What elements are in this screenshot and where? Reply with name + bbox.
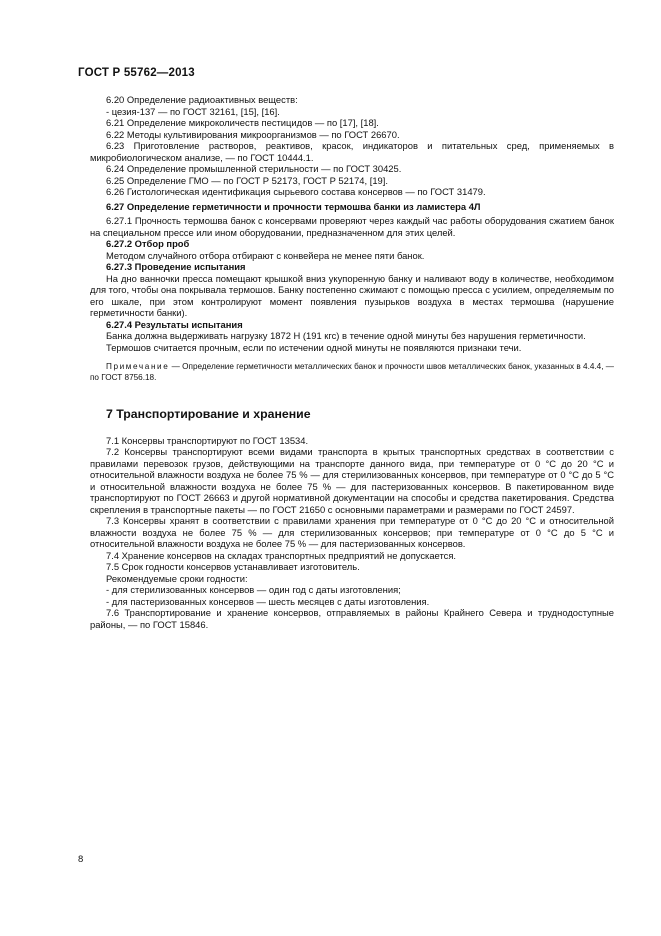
note bbox=[90, 361, 614, 383]
paragraph-6-20-item: - цезия-137 — по ГОСТ 32161, [15], [16]. bbox=[106, 105, 280, 117]
heading-6-27-4: 6.27.4 Результаты испытания bbox=[106, 318, 243, 330]
paragraph-7-4: 7.4 Хранение консервов на складах транспортных предприятий не допускается. bbox=[106, 549, 457, 561]
section-7-title: 7 Транспортирование и хранение bbox=[106, 407, 311, 421]
paragraph-6-27-2: Методом случайного отбора отбирают с конвейера не менее пяти банок. bbox=[106, 249, 425, 261]
paragraph-6-23: 6.23 Приготовление растворов, реактивов, красок, индикаторов и питательных сред, применяемых в микробиологическом анализе, — по ГОСТ 10444.1. bbox=[90, 140, 614, 163]
paragraph-6-24: 6.24 Определение промышленной стерильности — по ГОСТ 30425. bbox=[106, 163, 402, 174]
paragraph-7-5-a: Рекомендуемые сроки годности: bbox=[106, 572, 248, 584]
paragraph-7-2: 7.2 Консервы транспортируют всеми видами транспорта в крытых транспортных средствах в соответствии с правилами перевозок грузов, действующими на транспорте данного вида, при температуре от 0 °С до 20 °С и относительной влажности воздуха не более 75 % — для стерилизованных консервов, при температуре от 0 °С до 5 °С и относительной влажности воздуха не более 75 % — для пастеризованных консервов. В пакетированном виде транспортируют по ГОСТ 26663 и другой нормативной документации на способы и средства пакетирования. Средства скрепления в транспортные пакеты — по ГОСТ 21650 с основными параметрами и размерами по ГОСТ 24597. bbox=[90, 446, 614, 515]
document-header: ГОСТ Р 55762—2013 bbox=[78, 67, 195, 79]
paragraph-6-25: 6.25 Определение ГМО — по ГОСТ Р 52173, ГОСТ Р 52174, [19]. bbox=[106, 174, 388, 186]
note-label: Примечание bbox=[106, 362, 170, 371]
paragraph-6-21: 6.21 Определение микроколичеств пестицидов — по [17], [18]. bbox=[106, 117, 379, 128]
paragraph-7-3: 7.3 Консервы хранят в соответствии с правилами хранения при температуре от 0 °С до 20 °С и относительной влажности воздуха не более 75 % — для стерилизованных консервов; при температуре от 0 °С до 5 °С и относительной влажности воздуха не более 75 % — для пастеризованных консервов. bbox=[90, 515, 614, 549]
paragraph-7-5-b: - для стерилизованных консервов — один год с даты изготовления; bbox=[106, 584, 401, 595]
paragraph-6-22: 6.22 Методы культивирования микроорганизмов — по ГОСТ 26670. bbox=[106, 128, 400, 140]
paragraph-6-27-1: 6.27.1 Прочность термошва банок с консервами проверяют через каждый час работы оборудования сжатием банок на специальном прессе или ином оборудовании, предназначенном для этих целей. bbox=[90, 215, 614, 238]
paragraph-6-26: 6.26 Гистологическая идентификация сырьевого состава консервов — по ГОСТ 31479. bbox=[106, 186, 486, 197]
heading-6-27: 6.27 Определение герметичности и прочности термошва банки из ламистера 4Л bbox=[106, 200, 481, 212]
heading-6-27-2: 6.27.2 Отбор проб bbox=[106, 238, 190, 249]
paragraph-6-27-4-b: Термошов считается прочным, если по истечении одной минуты не появляются признаки течи. bbox=[106, 341, 522, 353]
paragraph-7-5-c: - для пастеризованных консервов — шесть месяцев с даты изготовления. bbox=[106, 595, 430, 607]
note-text: — Определение герметичности металлических банок и прочности швов металлических банок, указанных в 4.4.4, — по ГОСТ 8756.18. bbox=[90, 362, 614, 382]
document-body bbox=[90, 94, 614, 630]
paragraph-6-27-3: На дно ванночки пресса помещают крышкой вниз укупоренную банку и наливают воду в количестве, необходимом для того, чтобы она покрывала термошов. Банку постепенно сжимают с помощью пресса с усилием, определяемым по его шкале, при этом контролируют момент появления пузырьков воздуха в местах термошва (нарушение герметичности банки). bbox=[90, 272, 614, 318]
paragraph-7-6: 7.6 Транспортирование и хранение консервов, отправляемых в районы Крайнего Севера и труднодоступные районы, — по ГОСТ 15846. bbox=[90, 607, 614, 630]
heading-6-27-3: 6.27.3 Проведение испытания bbox=[106, 261, 246, 272]
paragraph-6-27-4: Банка должна выдерживать нагрузку 1872 Н (191 кгс) в течение одной минуты без нарушения герметичности. bbox=[106, 330, 586, 341]
paragraph-7-5: 7.5 Срок годности консервов устанавливает изготовитель. bbox=[106, 561, 360, 572]
paragraph-6-20: 6.20 Определение радиоактивных веществ: bbox=[106, 94, 298, 105]
paragraph-7-1: 7.1 Консервы транспортируют по ГОСТ 13534. bbox=[106, 434, 309, 446]
page-number: 8 bbox=[78, 854, 84, 865]
